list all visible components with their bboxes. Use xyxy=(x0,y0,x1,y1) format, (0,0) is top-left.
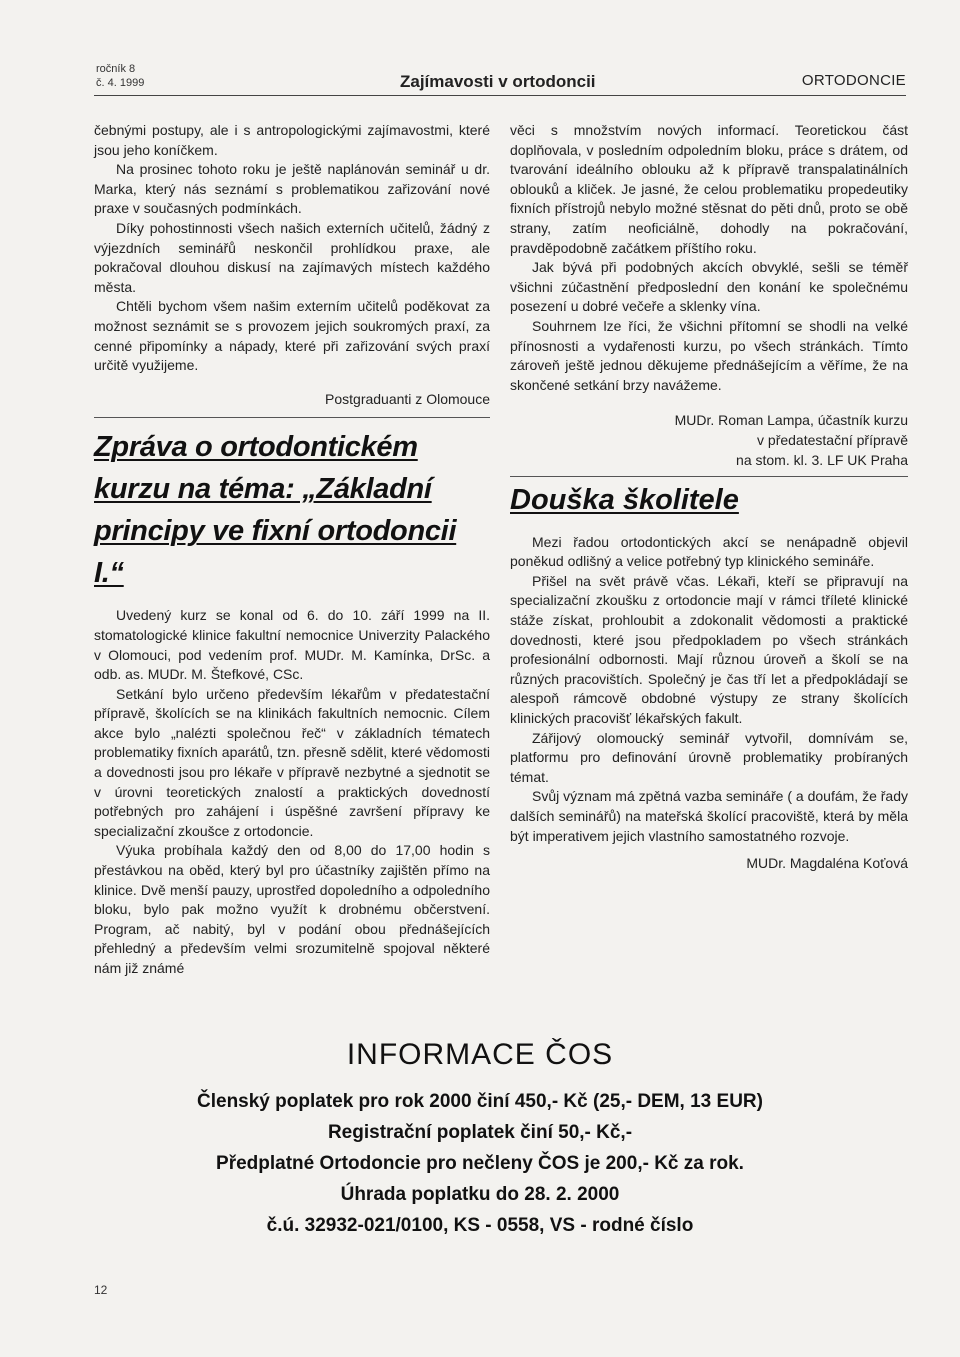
paragraph: Jak bývá při podobných akcích obvyklé, sešli se téměř všichni zúčastnění předposlední den konání ke společnému posezení u dobré večeře a sklenky vína. xyxy=(510,259,908,315)
section-title: Zajímavosti v ortodoncii xyxy=(400,72,596,91)
article-divider xyxy=(510,476,908,477)
signature-line: MUDr. Roman Lampa, účastník kurzu xyxy=(674,412,908,429)
article-signature xyxy=(510,411,908,470)
info-line: Úhrada poplatku do 28. 2. 2000 xyxy=(340,1184,620,1205)
signature-line: v předatestační přípravě xyxy=(757,431,908,448)
paragraph: Zářijový olomoucký seminář vytvořil, domnívám se, platformu pro definování úrovně problematiky probíraných témat. xyxy=(510,729,908,785)
info-line: Registrační poplatek činí 50,- Kč,- xyxy=(327,1122,633,1143)
page-number: 12 xyxy=(94,1283,108,1297)
left-column xyxy=(94,121,490,979)
issue-label: č. 4. 1999 xyxy=(96,77,145,89)
paragraph: věci s množstvím nových informací. Teoretickou část doplňovala, v posledním odpoledním bloku, práce s drátem, od tvarování ideálního oblouku až k přípravě transpalatinálních oblouků a kliček. Je jasné, že celou problematiku propedeutiky fixních přístrojů nebylo možné stěsnat do pěti dnů, proto se obě strany, zatím neoficiálně, dohodly na pokračování, pravděpodobně začátkem příštího roku. xyxy=(510,122,908,256)
signature-line: na stom. kl. 3. LF UK Praha xyxy=(736,451,908,468)
right-column xyxy=(510,121,908,874)
info-line: č.ú. 32932-021/0100, KS - 0558, VS - rodné číslo xyxy=(266,1215,694,1236)
paragraph: Chtěli bychom všem našim externím učitelů poděkovat za možnost seznámit se s provozem jejich soukromých praxí, za cenné připomínky a nápady, které při zařizování svých praxí určitě využijeme. xyxy=(94,298,490,374)
paragraph: Na prosinec tohoto roku je ještě naplánován seminář u dr. Marka, který nás seznámí s problematikou zařizování nové praxe v současných podmínkách. xyxy=(94,161,490,217)
paragraph: Uvedený kurz se konal od 6. do 10. září 1999 na II. stomatologické klinice fakultní nemocnice Univerzity Palackého v Olomouci, pod vedením prof. MUDr. M. Kamínka, DrSc. a odb. as. MUDr. M. Štefkové, CSc. xyxy=(94,607,490,683)
paragraph: Výuka probíhala každý den od 8,00 do 17,00 hodin s přestávkou na oběd, který byl pro účastníky zajištěn přímo na klinice. Dvě menší pauzy, uprostřed dopoledního a odpoledního bloku, bylo pak možno využít k drobnému občerstvení. Program, ač nabitý, byl v podání obou přednášejících přehledný a především velmi srozumitelně spojoval některé nám již známé xyxy=(94,842,490,976)
intro-signature: Postgraduanti z Olomouce xyxy=(325,390,490,407)
journal-name: ORTODONCIE xyxy=(801,72,906,89)
paragraph: Díky pohostinnosti všech našich externích učitelů, žádný z výjezdních seminářů neskončil prohlídkou praxe, ale pokračoval dlouhou diskusí na zajímavých místech každého města. xyxy=(94,219,490,295)
paragraph: Mezi řadou ortodontických akcí se nenápadně objevil poněkud odlišný a velice potřebný typ klinického semináře. xyxy=(510,533,908,570)
volume-label: ročník 8 xyxy=(96,63,136,75)
paragraph: Svůj význam má zpětná vazba semináře ( a doufám, že řady dalších seminářů) na mateřská školící pracoviště, která by měla být imperativem jejich vlastního samostatného rozvoje. xyxy=(510,788,908,844)
header-divider xyxy=(94,95,906,96)
paragraph: čebnými postupy, ale i s antropologickými zajímavostmi, které jsou jeho koníčkem. xyxy=(94,122,490,158)
info-box xyxy=(0,1038,960,1241)
second-article-title: Douška školitele xyxy=(510,484,739,517)
paragraph: Souhrnem lze říci, že všichni přítomní se shodli na velké přínosnosti a vydařenosti kurzu, po všech stránkách. Tímto zároveň ještě jednou děkujeme přednášejícím a věříme, že na skončené setkání brzy navážeme. xyxy=(510,317,908,393)
paragraph: Setkání bylo určeno především lékařům v předatestační přípravě, školících se na klinikách fakultních nemocnic. Cílem akce bylo „nalézti společnou řeč“ v základních tématech problematiky fixních aparátů, tzn. přesně sdělit, které vědomosti a dovednosti jsou pro lékaře v přípravě nezbytné a sjednotit se v úrovni teoretických znalostí a praktických dovedností potřebných pro zahájení i úspěšné završení přípravy ke specializační zkoušce z ortodoncie. xyxy=(94,685,490,839)
article-divider xyxy=(94,417,490,418)
issue-info xyxy=(96,62,144,90)
paragraph: Přišel na svět právě včas. Lékaři, kteří se připravují na specializační zkoušku z ortodoncie mají v rámci tříleté klinické stáže získat, prohloubit a zdokonalit vědomosti a praktické dovednosti, které jsou předpokladem po všech stránkách profesionální odbornosti. Mají různou úroveň a školí se na různých pracovištích. Společný je čas tří let a předpokládají se alespoň rámcově obdobné výstupy ze strany školících klinických pracovišť lékařských fakult. xyxy=(510,572,908,727)
article-title: Zpráva o ortodontickém kurzu na téma: „Základní principy ve fixní ortodoncii I.“ xyxy=(94,431,457,590)
second-signature: MUDr. Magdaléna Koťová xyxy=(746,855,908,872)
info-line: Předplatné Ortodoncie pro nečleny ČOS je 200,- Kč za rok. xyxy=(216,1153,744,1174)
info-line: Členský poplatek pro rok 2000 činí 450,- Kč (25,- DEM, 13 EUR) xyxy=(197,1091,763,1112)
info-title: INFORMACE ČOS xyxy=(346,1038,614,1071)
